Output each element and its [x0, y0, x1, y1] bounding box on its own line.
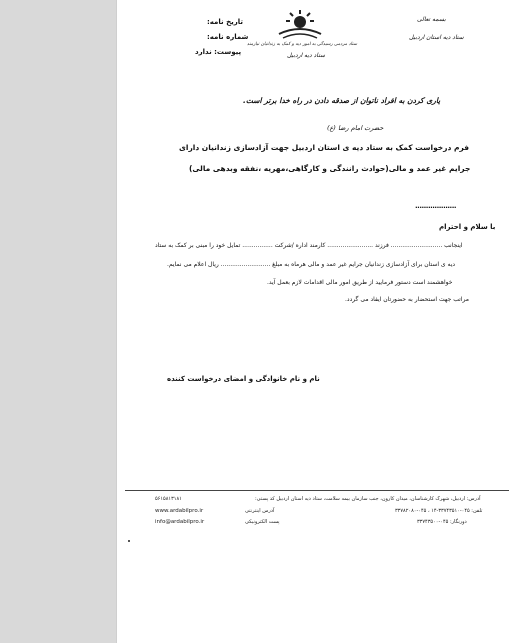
body-line-3: خواهشمند است دستور فرمایید از طریق امور مالی اقدامات لازم بعمل آید. [267, 279, 453, 286]
form-title-line1: فرم درخواست کمک به ستاد دیه ی استان اردبیل جهت آزادسازی زندانیان دارای [179, 143, 470, 152]
dotted-placeholder: ................... [415, 202, 457, 210]
form-title-line2: جرایم غیر عمد و مالی(حوادث رانندگی و کارگاهی،مهریه ،نفقه وبدهی مالی) [189, 164, 471, 173]
quote-attribution: حضرت امام رضا (ع) [327, 124, 384, 132]
logo-caption-2: ستاد دیه اردبیل [287, 52, 325, 59]
scan-mark [128, 540, 130, 542]
footer-phone: تلفن: ۰۴۵-۳۳۷۴۳۵۱۰-۱۴ ، ۰۴۵-۳۳۷۸۲۰۸۰ [395, 508, 483, 514]
footer-website-label: آدرس اینترنتی [245, 508, 275, 514]
footer-postal-code: ۵۶۱۵۸۱۳۱۸۱ [155, 496, 182, 502]
footer-fax: دورنگار: ۰۴۵-۳۳۷۴۳۵۰۰ [417, 519, 467, 525]
footer-divider [125, 490, 509, 491]
document-page [116, 0, 516, 643]
header-org-name: ستاد دیه استان اردبیل [409, 34, 464, 41]
quote-text: یاری کردن به افراد ناتوان از صدقه دادن در راه خدا برتر است. [243, 96, 441, 105]
body-line-2: دیه ی استان برای آزادسازی زندانیان جرایم غیر عمد و مالی هرماه به مبلغ .......................... ریال اعلام می نمایم. [167, 261, 456, 268]
footer-email[interactable]: info@ardabilpro.ir [155, 519, 205, 525]
footer-address: آدرس: اردبیل، شهرک کارشناسان، میدان کارون، جنب سازمان بیمه سلامت، ستاد دیه استان اردبیل کد پستی: [255, 496, 481, 502]
header-letter-number-label: شماره نامه: [207, 33, 249, 41]
body-line-4: مراتب جهت استحضار به حضورتان ایفاد می گردد. [345, 296, 469, 303]
header-attachment-label: پیوست: ندارد [195, 48, 242, 56]
greeting: با سلام و احترام [439, 223, 496, 231]
footer-email-label: پست الکترونیکی [245, 519, 280, 525]
logo-caption: ستاد مردمی رسیدگی به امور دیه و کمک به زندانیان نیازمند [247, 42, 358, 47]
signature-label: نام و نام خانوادگی و امضای درخواست کننده [167, 375, 320, 383]
header-bismillah: بسمه تعالی [417, 16, 446, 23]
sun-emblem-icon [275, 8, 325, 40]
header-letter-date-label: تاریخ نامه: [207, 18, 244, 26]
body-line-1: اینجانب ........................... فرزند ........................ کارمند اداره /شرکت ................ تمایل خود را مبنی بر کمک به ستاد [155, 242, 463, 249]
footer-website[interactable]: www.ardabilpro.ir [155, 508, 204, 514]
organization-logo [275, 8, 325, 40]
